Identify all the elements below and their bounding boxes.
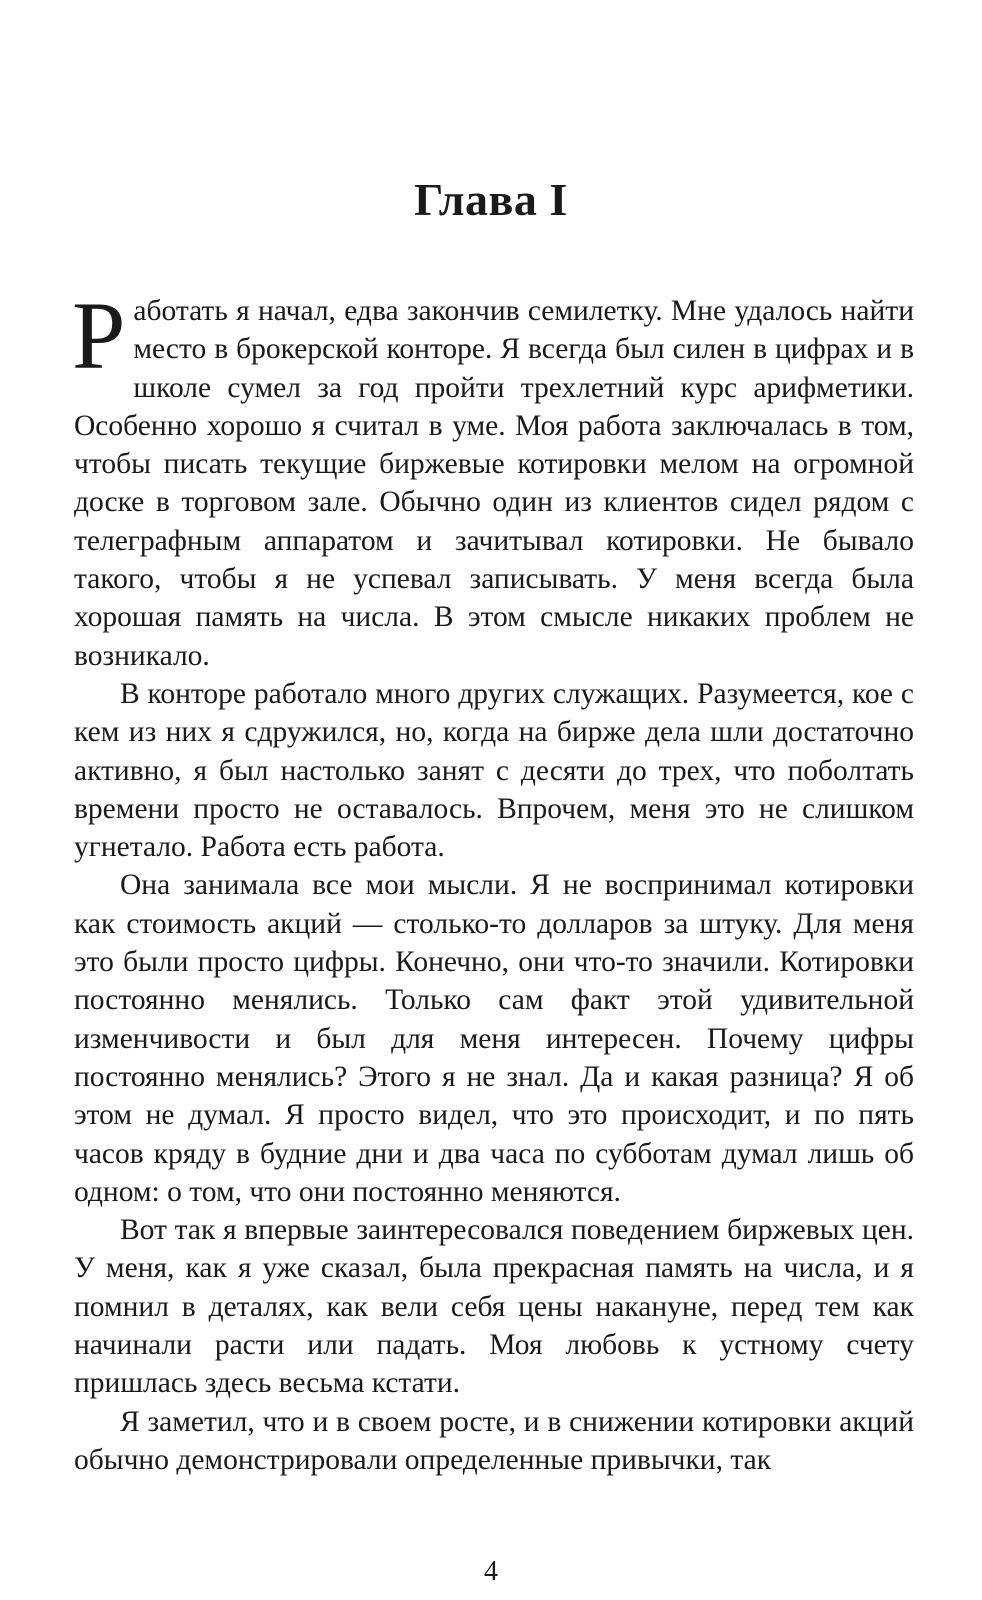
chapter-title: Глава I xyxy=(414,174,568,225)
paragraph: В конторе работало много других служащих. Разумеется, кое с кем из них я сдружился, но, когда на бирже дела шли достаточно активно, я был настолько занят с десяти до трех, что поболтать времени просто не оставалось. Впрочем, меня это не слишком угнетало. Работа есть работа. xyxy=(74,677,914,864)
paragraph xyxy=(72,282,914,675)
paragraph: Вот так я впервые заинтересовался поведением биржевых цен. У меня, как я уже сказал, была прекрасная память на числа, и я помнил в деталях, как вели себя цены накануне, перед тем как начинали расти или падать. Моя любовь к устному счету пришлась здесь весьма кстати. xyxy=(74,1214,914,1400)
paragraph: Она занимала все мои мысли. Я не воспринимал котировки как стоимость акций — столько-то долларов за штуку. Для меня это были просто цифры. Конечно, они что-то значили. Котировки постоянно менялись. Только сам факт этой удивительной изменчивости и был для меня интересен. Почему цифры постоянно менялись? Этого я не знал. Да и какая разница? Я об этом не думал. Я просто видел, что это происходит, и по пять часов кряду в будние дни и два часа по субботам думал лишь об одном: о том, что они постоянно меняются. xyxy=(74,869,914,1208)
paragraph-text: аботать я начал, едва закончив семилетку. Мне удалось найти место в брокерской конторе. Я всегда был силен в цифрах и в школе сумел за год пройти трехлетний курс арифметики. Особенно хорошо я считал в уме. Моя работа заключалась в том, чтобы писать текущие биржевые котировки мелом на огромной доске в торговом зале. Обычно один из клиентов сидел рядом с телеграфным аппаратом и зачитывал котировки. Не бывало такого, чтобы я не успевал записывать. У меня всегда была хорошая память на числа. В этом смысле никаких проблем не возникало. xyxy=(74,295,914,672)
drop-cap: Р xyxy=(72,282,126,389)
page-number: 4 xyxy=(484,1556,498,1587)
chapter-body xyxy=(72,282,914,1479)
paragraph: Я заметил, что и в своем росте, и в снижении котировки акций обычно демонстрировали определенные привычки, так xyxy=(74,1405,914,1476)
